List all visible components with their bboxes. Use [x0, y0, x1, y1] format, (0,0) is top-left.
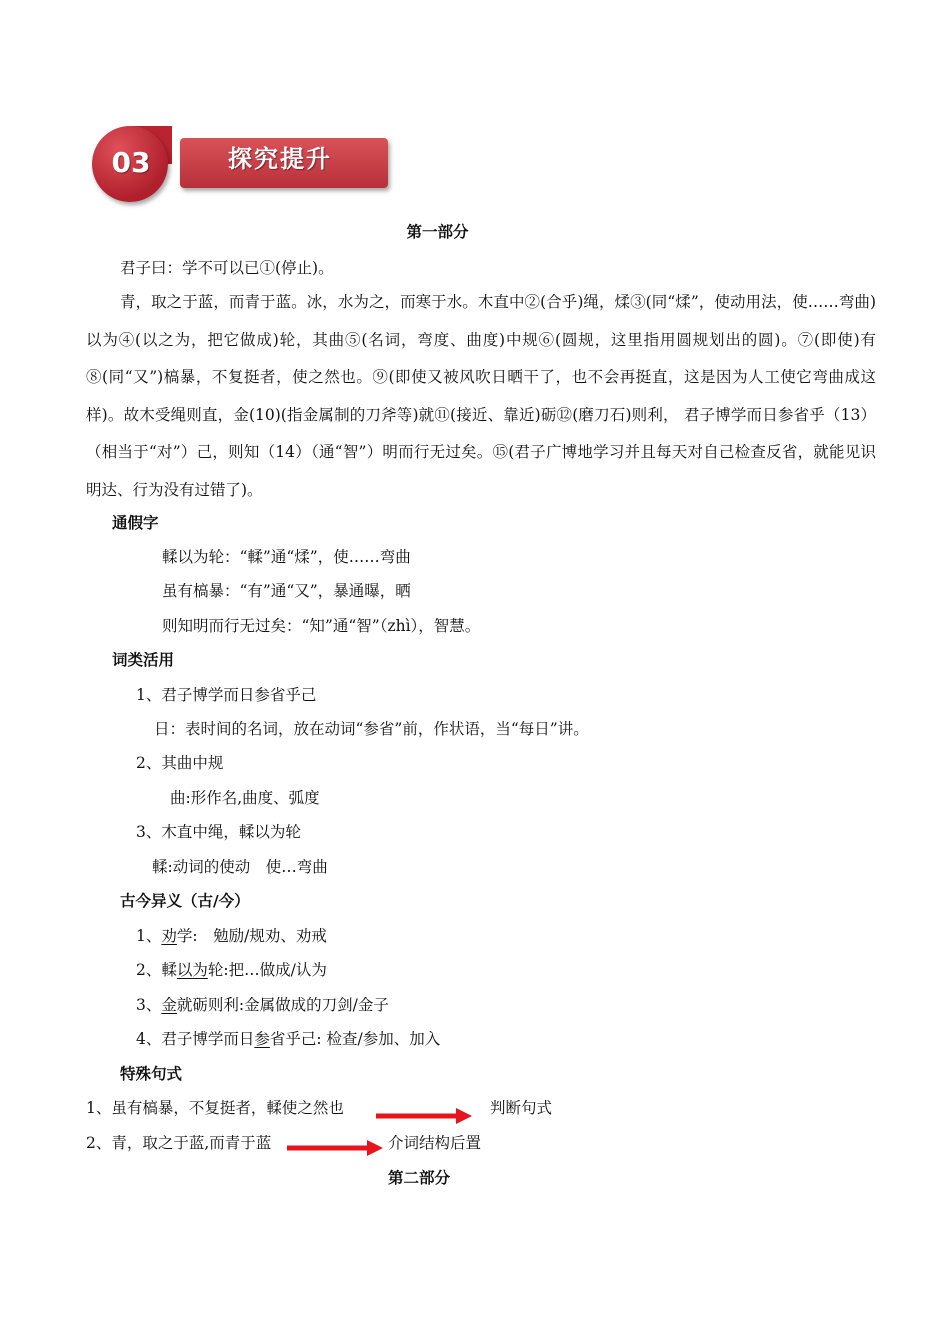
- tongjiazi-item-2: 虽有槁暴：“有”通“又”，暴通曝，晒: [162, 582, 411, 600]
- teshu-item-2-type: 介词结构后置: [388, 1134, 482, 1152]
- gujin-item-2-underlined: 以为: [176, 961, 208, 979]
- gujin-item-3-underlined: 金: [161, 996, 177, 1014]
- tongjiazi-item-3: 则知明而行无过矣：“知”通“智”（zhì），智慧。: [162, 617, 481, 635]
- cilei-item-3: 3、木直中绳，輮以为轮: [136, 823, 301, 841]
- opening-line: 君子曰：学不可以已①(停止)。: [120, 259, 334, 277]
- gujin-item-2-rest: 轮:把…做成/认为: [207, 961, 327, 979]
- gujin-heading: 古今异义（古/今）: [120, 892, 250, 910]
- cilei-item-2: 2、其曲中规: [136, 754, 224, 772]
- cilei-item-3-note: 輮:动词的使动 使…弯曲: [152, 858, 328, 876]
- teshu-item-1-type: 判断句式: [490, 1099, 553, 1117]
- tongjiazi-heading: 通假字: [112, 514, 159, 532]
- part2-heading: 第二部分: [388, 1169, 451, 1187]
- arrow-icon: [287, 1138, 387, 1158]
- tongjiazi-item-1: 輮以为轮：“輮”通“煣”，使……弯曲: [162, 548, 411, 566]
- teshu-item-1: 1、虽有槁暴，不复挺者，輮使之然也: [86, 1099, 344, 1117]
- teshu-item-2: 2、青，取之于蓝,而青于蓝: [86, 1134, 272, 1152]
- gujin-item-1: [136, 926, 327, 946]
- teshu-heading: 特殊句式: [120, 1065, 183, 1083]
- cilei-item-2-note: 曲:形作名,曲度、弧度: [170, 789, 320, 807]
- gujin-item-4: [136, 1029, 440, 1049]
- part1-heading: 第一部分: [406, 223, 469, 241]
- gujin-item-1-num: 1、: [136, 927, 162, 945]
- gujin-item-3-pre: 3、: [136, 996, 162, 1014]
- gujin-item-4-pre: 4、君子博学而日: [136, 1030, 255, 1048]
- gujin-item-4-underlined: 参: [254, 1030, 270, 1048]
- gujin-item-1-underlined: 劝: [161, 927, 177, 945]
- gujin-item-1-rest: 学: 勉励/规劝、劝戒: [176, 927, 327, 945]
- cilei-item-1-note: 日：表时间的名词，放在动词“参省”前，作状语，当“每日”讲。: [154, 720, 589, 738]
- gujin-item-4-rest: 省乎己: 检查/参加、加入: [269, 1030, 441, 1048]
- badge-title: 探究提升: [228, 145, 332, 173]
- main-paragraph: 青，取之于蓝，而青于蓝。冰，水为之，而寒于水。木直中②(合乎)绳，煣③(同“煣”，使动用法，使……弯曲)以为④(以之为，把它做成)轮，其曲⑤(名词，弯度、曲度)中规⑥(圆规，这里指用圆规划出的圆)。⑦(即使)有⑧(同“又”)槁暴，不复挺者，使之然也。⑨(即使又被风吹日晒干了，也不会再挺直，这是因为人工使它弯曲成这样)。故木受绳则直，金(10)(指金属制的刀斧等)就⑪(接近、靠近)砺⑫(磨刀石)则利， 君子博学而日参省乎（13）（相当于“对”）己，则知（14）（通“智”）明而行无过矣。⑮(君子广博地学习并且每天对自己检查反省，就能见识明达、行为没有过错了)。: [86, 293, 876, 499]
- badge-number: 03: [111, 146, 151, 179]
- gujin-item-3: [136, 995, 389, 1015]
- cilei-item-1: 1、君子博学而日参省乎己: [136, 686, 317, 704]
- gujin-item-2-pre: 2、輮: [136, 961, 177, 979]
- arrow-icon: [376, 1106, 476, 1126]
- gujin-item-3-rest: 就砺则利:金属做成的刀剑/金子: [176, 996, 389, 1014]
- gujin-item-2: [136, 960, 327, 980]
- cilei-heading: 词类活用: [112, 651, 175, 669]
